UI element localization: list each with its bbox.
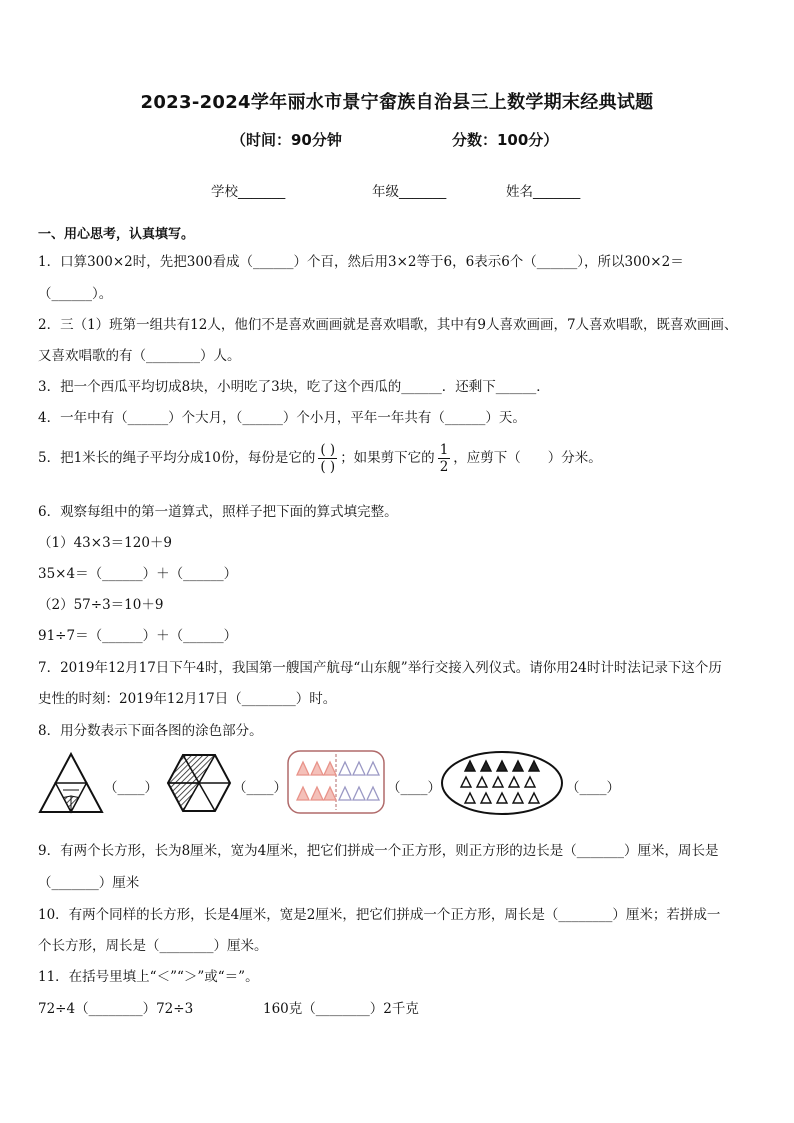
question-6-example-1: （1）43×3＝120＋9 [38,535,173,551]
fraction-denominator: 2 [439,459,449,475]
question-6-intro: 6．观察每组中的第一道算式，照样子把下面的算式填完整。 [38,504,398,520]
question-2-line-1: 2．三（1）班第一组共有12人，他们不是喜欢画画就是喜欢唱歌，其中有9人喜欢画画，7人喜欢唱歌，既喜欢画画、 [38,317,738,333]
fraction-blank [318,442,337,475]
question-9-line-1: 9．有两个长方形，长为8厘米，宽为4厘米，把它们拼成一个正方形，则正方形的边长是（_______）厘米，周长是 [38,843,719,859]
fraction-one-half [438,442,451,475]
question-9-line-2: （_______）厘米 [38,875,140,891]
figure-2-answer-blank[interactable]: （____） [233,780,287,796]
school-field[interactable]: 学校_______ [211,184,286,200]
question-6-fill-1: 35×4＝（______）＋（______） [38,566,238,582]
question-2-line-2: 又喜欢唱歌的有（________）人。 [38,348,241,364]
fraction-numerator: 1 [439,442,449,458]
section-heading: 一、用心思考，认真填写。 [38,227,195,242]
question-6-fill-2: 91÷7＝（______）＋（______） [38,628,238,644]
question-1-line-1: 1．口算300×2时，先把300看成（______）个百，然后用3×2等于6，6表示6个（______），所以300×2＝ [38,254,684,270]
question-6-example-2: （2）57÷3＝10＋9 [38,597,164,613]
triangle-figure [38,752,104,814]
q5-text-3: ，应剪下（ ）分米。 [453,450,602,466]
q5-text-2: ；如果剪下它的 [340,450,435,466]
exam-time: （时间：90分钟 [231,131,342,149]
question-8-intro: 8．用分数表示下面各图的涂色部分。 [38,723,263,739]
triangles-box-figure [287,750,385,814]
figure-3-answer-blank[interactable]: （____） [387,780,441,796]
figure-4-answer-blank[interactable]: （____） [566,780,620,796]
question-11-intro: 11．在括号里填上“＜”“＞”或“＝”。 [38,969,259,985]
page-title: 2023-2024学年丽水市景宁畲族自治县三上数学期末经典试题 [140,92,654,113]
question-7-line-2: 史性的时刻：2019年12月17日（________）时。 [38,691,337,707]
question-1-line-2: （______）。 [38,286,113,302]
fraction-denominator: ( ) [320,459,336,475]
q5-text-1: 5．把1米长的绳子平均分成10份，每份是它的 [38,450,316,466]
name-field[interactable]: 姓名_______ [506,184,581,200]
hexagon-figure [166,752,232,814]
question-10-line-2: 个长方形，周长是（________）厘米。 [38,938,268,954]
question-11-a: 72÷4（________）72÷3 [38,1001,194,1017]
question-3: 3．把一个西瓜平均切成8块，小明吃了3块，吃了这个西瓜的______．还剩下______． [38,379,550,395]
triangles-ellipse-figure [440,750,564,816]
question-11-b: 160克（________）2千克 [263,1001,419,1017]
figure-1-answer-blank[interactable]: （____） [104,780,158,796]
exam-score: 分数：100分） [452,131,559,149]
question-7-line-1: 7．2019年12月17日下午4时，我国第一艘国产航母“山东舰”举行交接入列仪式。请你用24时计时法记录下这个历 [38,660,722,676]
question-10-line-1: 10．有两个同样的长方形，长是4厘米，宽是2厘米，把它们拼成一个正方形，周长是（________）厘米；若拼成一 [38,907,721,923]
question-4: 4．一年中有（______）个大月，（______）个小月，平年一年共有（______）天。 [38,410,526,426]
question-5 [38,442,602,475]
grade-field[interactable]: 年级_______ [372,184,447,200]
fraction-numerator: ( ) [320,442,336,458]
